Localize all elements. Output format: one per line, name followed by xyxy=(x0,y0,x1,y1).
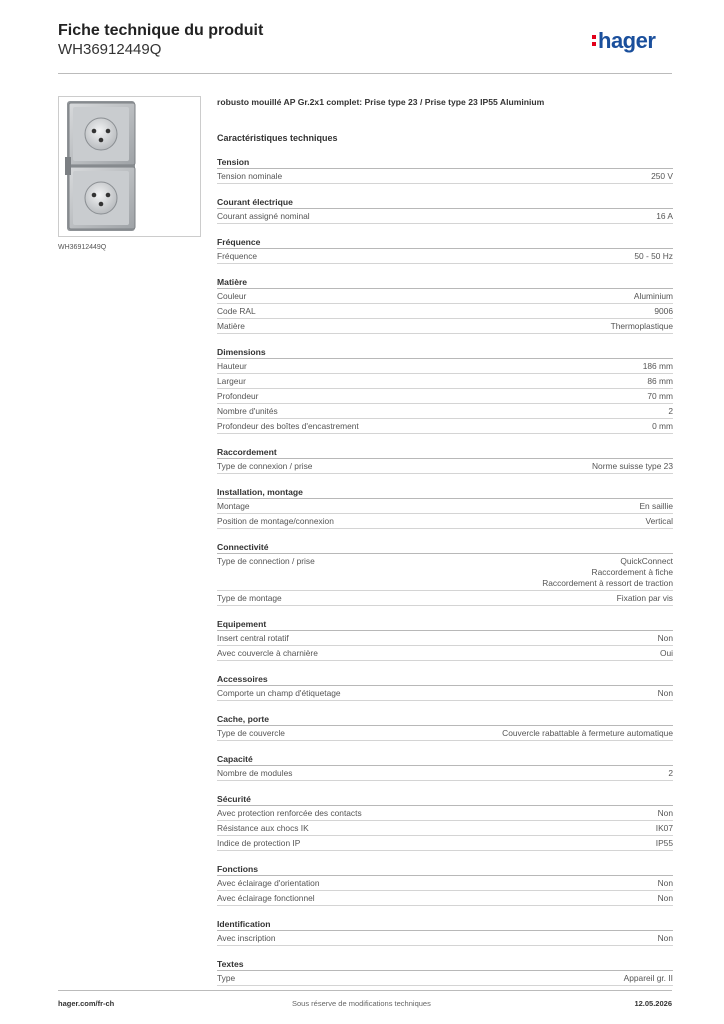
spec-row xyxy=(217,631,673,646)
hager-logo xyxy=(592,28,655,54)
product-name: robusto mouillé AP Gr.2x1 complet: Prise type 23 / Prise type 23 IP55 Aluminium xyxy=(217,97,545,107)
spec-label: Largeur xyxy=(217,376,246,386)
page-title: Fiche technique du produit xyxy=(58,22,264,39)
spec-section xyxy=(217,957,673,986)
spec-label: Avec inscription xyxy=(217,933,276,943)
spec-label: Avec couvercle à charnière xyxy=(217,648,318,658)
spec-value: Non xyxy=(657,878,673,888)
spec-row xyxy=(217,806,673,821)
spec-value: 186 mm xyxy=(642,361,673,371)
spec-value-line: Raccordement à fiche xyxy=(591,567,673,577)
spec-value: IP55 xyxy=(655,838,673,848)
spec-value: 2 xyxy=(668,406,673,416)
spec-section-title: Dimensions xyxy=(217,345,673,359)
spec-value: 9006 xyxy=(654,306,673,316)
spec-row xyxy=(217,971,673,986)
spec-value: 250 V xyxy=(651,171,673,181)
spec-section-title: Connectivité xyxy=(217,540,673,554)
spec-label: Insert central rotatif xyxy=(217,633,289,643)
spec-row xyxy=(217,459,673,474)
spec-label: Profondeur des boîtes d'encastrement xyxy=(217,421,359,431)
spec-section-title: Fréquence xyxy=(217,235,673,249)
spec-section xyxy=(217,195,673,224)
spec-content xyxy=(217,96,673,986)
spec-value: IK07 xyxy=(655,823,673,833)
spec-row xyxy=(217,249,673,264)
spec-label: Profondeur xyxy=(217,391,259,401)
product-image xyxy=(58,96,201,237)
spec-row xyxy=(217,359,673,374)
spec-value: Couvercle rabattable à fermeture automatique xyxy=(502,728,673,738)
spec-label: Avec protection renforcée des contacts xyxy=(217,808,362,818)
spec-label: Résistance aux chocs IK xyxy=(217,823,309,833)
footer-date: 12.05.2026 xyxy=(634,999,672,1008)
spec-row xyxy=(217,646,673,661)
spec-label: Type de montage xyxy=(217,593,282,603)
spec-label: Type xyxy=(217,973,236,983)
spec-value: Oui xyxy=(659,648,673,658)
spec-label: Couleur xyxy=(217,291,247,301)
spec-row xyxy=(217,304,673,319)
spec-label: Hauteur xyxy=(217,361,247,371)
spec-row xyxy=(217,289,673,304)
spec-label: Matière xyxy=(217,321,245,331)
spec-section xyxy=(217,792,673,851)
spec-section xyxy=(217,752,673,781)
spec-label: Tension nominale xyxy=(217,171,283,181)
spec-row xyxy=(217,931,673,946)
footer-website[interactable]: hager.com/fr-ch xyxy=(58,999,115,1008)
spec-value-line: QuickConnect xyxy=(620,556,673,566)
spec-row xyxy=(217,419,673,434)
spec-section-title: Fonctions xyxy=(217,862,673,876)
spec-row xyxy=(217,836,673,851)
spec-value xyxy=(542,556,673,589)
spec-section xyxy=(217,672,673,701)
spec-label: Nombre d'unités xyxy=(217,406,278,416)
spec-value: Non xyxy=(657,933,673,943)
spec-value: Non xyxy=(657,893,673,903)
spec-section xyxy=(217,155,673,184)
spec-row xyxy=(217,876,673,891)
spec-value: 70 mm xyxy=(647,391,673,401)
spec-label: Type de connection / prise xyxy=(217,556,315,566)
spec-value: 16 A xyxy=(656,211,673,221)
spec-label: Nombre de modules xyxy=(217,768,293,778)
spec-section xyxy=(217,862,673,906)
spec-label: Code RAL xyxy=(217,306,256,316)
spec-section xyxy=(217,540,673,606)
spec-section-title: Raccordement xyxy=(217,445,673,459)
spec-value: Vertical xyxy=(645,516,673,526)
spec-row xyxy=(217,891,673,906)
socket-outlet-icon xyxy=(59,97,200,236)
spec-section-title: Accessoires xyxy=(217,672,673,686)
spec-section xyxy=(217,445,673,474)
spec-value: Thermoplastique xyxy=(610,321,673,331)
spec-value: Appareil gr. II xyxy=(623,973,673,983)
spec-section xyxy=(217,712,673,741)
spec-section xyxy=(217,617,673,661)
spec-label: Position de montage/connexion xyxy=(217,516,334,526)
spec-row xyxy=(217,374,673,389)
spec-section-title: Tension xyxy=(217,155,673,169)
spec-section xyxy=(217,485,673,529)
spec-section-title: Matière xyxy=(217,275,673,289)
spec-section-title: Equipement xyxy=(217,617,673,631)
spec-row xyxy=(217,499,673,514)
spec-value: Non xyxy=(657,688,673,698)
spec-row xyxy=(217,821,673,836)
spec-row xyxy=(217,591,673,606)
spec-value: 2 xyxy=(668,768,673,778)
spec-row xyxy=(217,554,673,591)
spec-label: Avec éclairage d'orientation xyxy=(217,878,320,888)
spec-row xyxy=(217,766,673,781)
product-reference: WH36912449Q xyxy=(58,41,162,58)
specs-heading: Caractéristiques techniques xyxy=(217,133,338,143)
spec-row xyxy=(217,169,673,184)
spec-section-title: Courant électrique xyxy=(217,195,673,209)
spec-row xyxy=(217,514,673,529)
spec-section-title: Textes xyxy=(217,957,673,971)
spec-label: Fréquence xyxy=(217,251,258,261)
logo-text: hager xyxy=(598,28,656,53)
footer-notice: Sous réserve de modifications techniques xyxy=(292,999,431,1008)
spec-value: Non xyxy=(657,633,673,643)
spec-row xyxy=(217,209,673,224)
spec-label: Indice de protection IP xyxy=(217,838,301,848)
spec-value: 0 mm xyxy=(652,421,673,431)
spec-section-title: Cache, porte xyxy=(217,712,673,726)
spec-label: Courant assigné nominal xyxy=(217,211,310,221)
spec-sections xyxy=(217,155,673,986)
spec-label: Avec éclairage fonctionnel xyxy=(217,893,315,903)
spec-section xyxy=(217,235,673,264)
spec-row xyxy=(217,389,673,404)
spec-section-title: Capacité xyxy=(217,752,673,766)
spec-label: Comporte un champ d'étiquetage xyxy=(217,688,341,698)
spec-label: Type de couvercle xyxy=(217,728,285,738)
spec-value: Non xyxy=(657,808,673,818)
spec-row xyxy=(217,319,673,334)
spec-section xyxy=(217,917,673,946)
header-divider xyxy=(58,73,672,74)
spec-value-line: Raccordement à ressort de traction xyxy=(542,578,673,588)
spec-section-title: Identification xyxy=(217,917,673,931)
spec-value: Norme suisse type 23 xyxy=(592,461,673,471)
spec-value: Fixation par vis xyxy=(616,593,673,603)
spec-section-title: Sécurité xyxy=(217,792,673,806)
spec-section-title: Installation, montage xyxy=(217,485,673,499)
spec-value: Aluminium xyxy=(633,291,673,301)
spec-label: Type de connexion / prise xyxy=(217,461,313,471)
logo-dots-icon xyxy=(592,32,596,49)
spec-label: Montage xyxy=(217,501,250,511)
spec-row xyxy=(217,686,673,701)
spec-section xyxy=(217,345,673,434)
image-caption: WH36912449Q xyxy=(58,244,107,251)
spec-row xyxy=(217,726,673,741)
spec-value: 50 - 50 Hz xyxy=(634,251,673,261)
spec-section xyxy=(217,275,673,334)
footer-divider xyxy=(58,990,672,991)
spec-value: 86 mm xyxy=(647,376,673,386)
spec-value: En saillie xyxy=(639,501,673,511)
spec-row xyxy=(217,404,673,419)
